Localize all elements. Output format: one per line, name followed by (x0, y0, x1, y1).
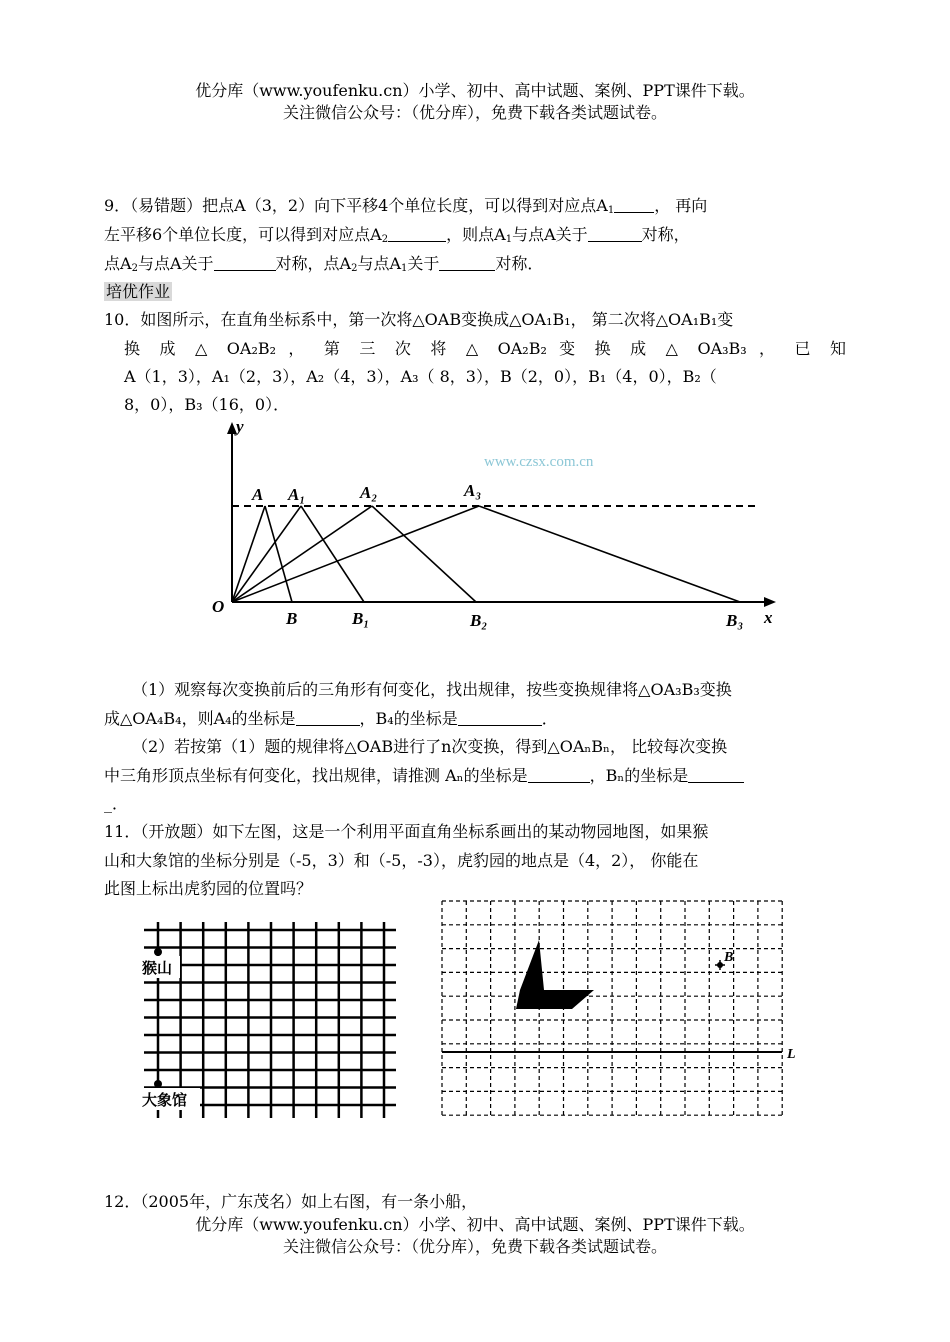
q10-line-4: 8，0），B₃（16，0）． (124, 395, 290, 414)
label-B3: B₃ (726, 611, 744, 630)
label-elephant-hall: 大象馆 (142, 1093, 188, 1109)
header-line-1: 优分库（www.youfenku.cn）小学、初中、高中试题、案例、PPT课件下载。 (195, 81, 755, 100)
header-line-2: 关注微信公众号：（优分库），免费下载各类试题试卷。 (282, 103, 667, 122)
q9-line-2: 左平移6个单位长度，可以得到对应点$A_2$ ，则点$A_1$与点A关于 对称， (104, 225, 690, 245)
q9-line-3: 点$A_2$与点A关于 对称，点$A_2$与点$A_1$关于 对称． (104, 254, 544, 274)
q10-part2-line-3: _． (104, 794, 129, 813)
label-B2: B₂ (470, 611, 488, 630)
segment-OA2 (232, 506, 372, 602)
label-B: B (286, 609, 298, 628)
x-arrow (764, 597, 776, 607)
q10-part1-line-2: 成△OA₄B₄，则A₄的坐标是 ，B₄的坐标是 ． (104, 709, 558, 728)
segment-OA (232, 506, 265, 602)
label-x: x (764, 608, 773, 627)
q11-line-3: 此图上标出虎豹园的位置吗？ (104, 879, 313, 898)
watermark: www.czsx.com.cn (484, 454, 594, 470)
boat-shape (492, 940, 594, 1009)
q10-part1-line-1: （1）观察每次变换前后的三角形有何变化，找出规律，按些变换规律将△OA₃B₃变换 (132, 680, 732, 699)
label-A1: A₁ (288, 485, 306, 504)
elephant-hall-point (154, 1080, 162, 1088)
label-y: y (236, 418, 244, 436)
section-label: 培优作业 (106, 282, 171, 301)
footer-line-2: 关注微信公众号：（优分库），免费下载各类试题试卷。 (282, 1237, 667, 1256)
q12-line-1: 12．（2005年，广东茂名）如上右图，有一条小船， (104, 1192, 478, 1211)
zoo-grid-map (138, 918, 400, 1120)
segment-A2B2 (372, 506, 476, 602)
q10-triangle-figure (200, 418, 790, 640)
boat-grid-figure (436, 897, 806, 1119)
q10-line-1: 10．如图所示，在直角坐标系中，第一次将△OAB变换成△OA₁B₁， 第二次将△OA₁B₁变 (104, 310, 734, 329)
label-B: B (724, 950, 734, 965)
footer-line-1: 优分库（www.youfenku.cn）小学、初中、高中试题、案例、PPT课件下载。 (195, 1215, 755, 1234)
q11-line-2: 山和大象馆的坐标分别是（-5，3）和（-5，-3），虎豹园的地点是（4，2）， 你能在 (104, 851, 699, 870)
label-A: A (547, 971, 557, 986)
q11-line-1: 11．（开放题）如下左图，这是一个利用平面直角坐标系画出的某动物园地图，如果猴 (104, 822, 709, 841)
label-O: O (212, 597, 225, 616)
label-A3: A₃ (464, 481, 482, 500)
q9-line-1: 9．（易错题）把点A（3，2）向下平移4个单位长度，可以得到对应点$A_1$ ， 再向 (104, 196, 708, 216)
label-A: A (252, 485, 264, 504)
segment-A3B3 (479, 506, 740, 602)
monkey-hill-point (154, 948, 162, 956)
label-monkey-hill: 猴山 (142, 961, 173, 977)
q10-part2-line-1: （2）若按第（1）题的规律将△OAB进行了n次变换，得到△OAₙBₙ， 比较每次变换 (132, 737, 728, 756)
label-A2: A₂ (360, 483, 378, 502)
q10-line-3: A（1，3），A₁（2，3），A₂（4，3），A₃（ 8，3），B（2，0），B₁（4，0），B₂（ (124, 367, 717, 386)
label-B1: B₁ (352, 609, 370, 628)
segment-OA1 (232, 506, 301, 602)
q10-line-2: 换 成 △ OA₂B₂ ， 第 三 次 将 △ OA₂B₂ 变 换 成 △ OA₃B₃ ， 已 知 (124, 339, 846, 358)
q10-part2-line-2: 中三角形顶点坐标有何变化，找出规律，请推测 Aₙ的坐标是 ，Bₙ的坐标是 (104, 763, 744, 786)
label-L: L (787, 1047, 796, 1062)
